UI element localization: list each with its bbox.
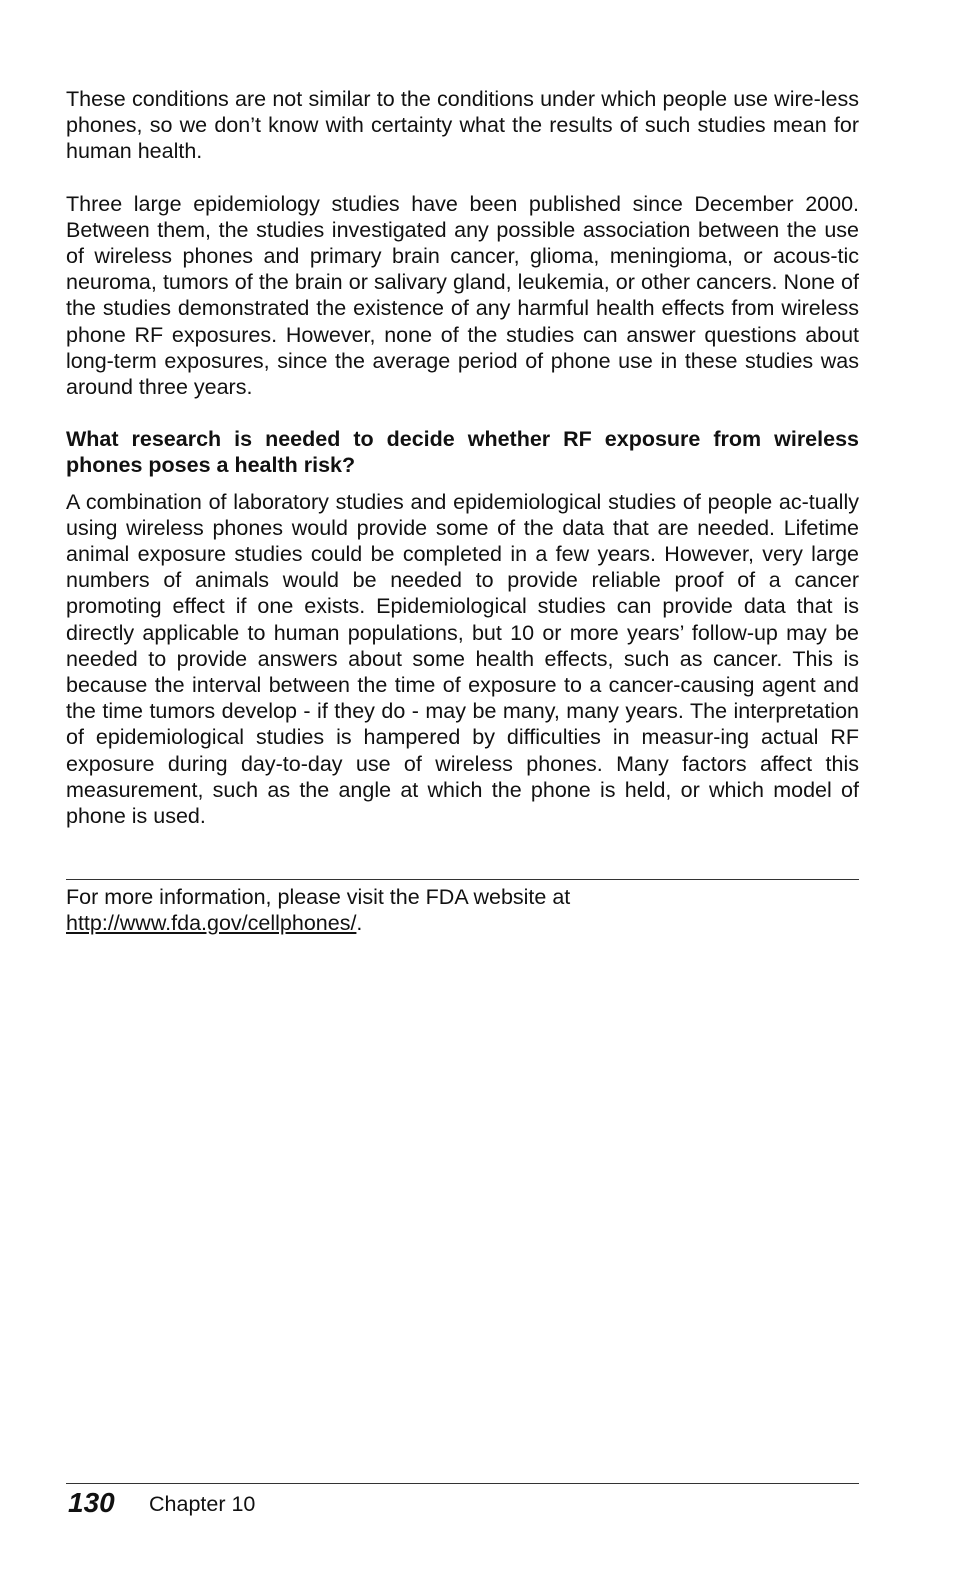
paragraph-research-needed: A combination of laboratory studies and epidemiological studies of people ac-tually using wireless phones would provide some of the data that are needed. Lifetime animal exposure studies could be completed in a few years. However, very large numbers of animals would be needed to provide reliable proof of a cancer promoting effect if one exists. Epidemiological studies can provide data that is directly applicable to human populations, but 10 or more years’ follow-up may be needed to provide answers about some health effects, such as cancer. This is because the interval between the time of exposure to a cancer-causing agent and the time tumors develop - if they do - may be many, many years. The interpretation of epidemiological studies is hampered by difficulties in measur-ing actual RF exposure during day-to-day use of wireless phones. Many factors affect this measurement, such as the angle at which the phone is held, or which model of phone is used. xyxy=(66,489,859,829)
footnote-divider xyxy=(66,879,859,880)
footnote-trailing-period: . xyxy=(356,911,363,936)
chapter-label: Chapter 10 xyxy=(149,1492,256,1516)
footer-divider xyxy=(66,1483,859,1484)
page-footer xyxy=(66,1487,859,1527)
paragraph-epidemiology-studies: Three large epidemiology studies have been published since December 2000. Between them, the studies investigated any possible association between the use of wireless phones and primary brain cancer, glioma, meningioma, or acous-tic neuroma, tumors of the brain or salivary gland, leukemia, or other cancers. None of the studies demonstrated the existence of any harmful health effects from wireless phone RF exposures. However, none of the studies can answer questions about long-term exposures, since the average period of phone use in these studies was around three years. xyxy=(66,191,859,400)
page-number: 130 xyxy=(68,1487,115,1518)
paragraph-conditions: These conditions are not similar to the conditions under which people use wire-less phones, so we don’t know with certainty what the results of such studies mean for human health. xyxy=(66,87,859,164)
footnote-text: For more information, please visit the FDA website at xyxy=(66,885,571,909)
fda-website-link[interactable]: http://www.fda.gov/cellphones/ xyxy=(66,911,357,936)
main-content xyxy=(66,86,859,829)
footnote xyxy=(66,884,859,936)
section-question-heading: What research is needed to decide whether RF exposure from wireless phones poses a health risk? xyxy=(66,427,859,478)
